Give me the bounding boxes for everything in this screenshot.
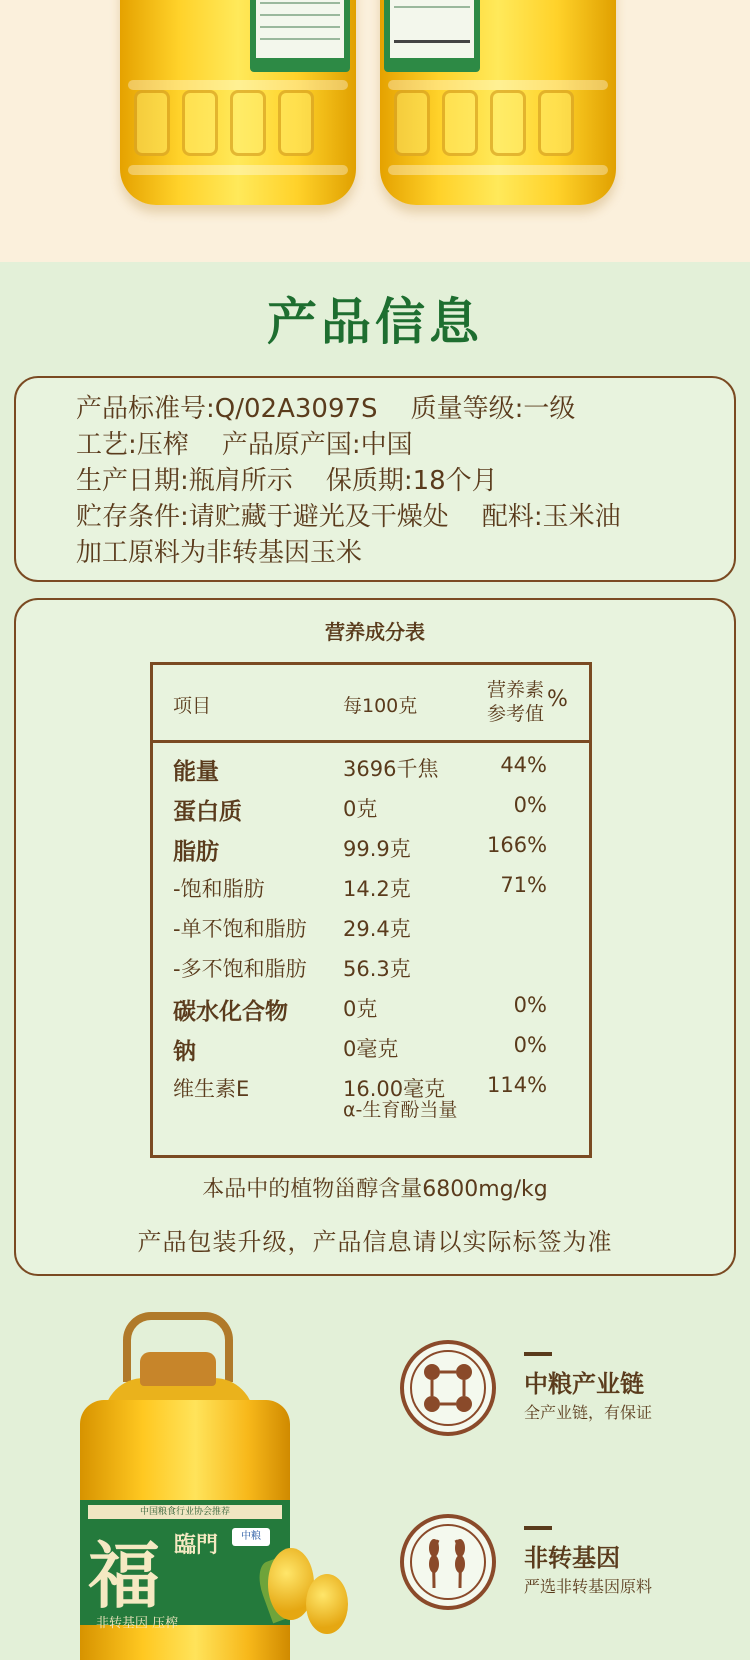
nutrient-name: 维生素E <box>173 1077 250 1101</box>
bottle-barcode-label <box>384 0 480 72</box>
nutrient-amount: 3696千焦 <box>343 757 439 781</box>
non-gmo-badge <box>400 1514 496 1610</box>
feature-dash <box>524 1352 552 1356</box>
nutrient-nrv: 44% <box>500 753 547 777</box>
info-line-storage: 贮存条件:请贮藏于避光及干燥处 配料:玉米油 <box>76 502 621 532</box>
product-info-box <box>14 376 736 582</box>
label-footer-text: 非转基因 压榨 <box>96 1616 179 1631</box>
product-info-title: 产品信息 <box>267 293 483 351</box>
nutrient-nrv: 71% <box>500 873 547 897</box>
packaging-disclaimer: 产品包装升级，产品信息请以实际标签为准 <box>137 1228 613 1256</box>
brand-name: 臨門 <box>174 1532 219 1558</box>
nutrition-table <box>150 662 592 1158</box>
corn-cob-icon <box>306 1574 348 1634</box>
nutrient-nrv: 166% <box>487 833 548 857</box>
nutrient-name: 脂肪 <box>173 839 219 865</box>
sterol-note: 本品中的植物甾醇含量6800mg/kg <box>202 1177 548 1202</box>
feature-title-chain: 中粮产业链 <box>524 1370 644 1398</box>
nutrient-nrv: 0% <box>513 793 547 817</box>
nutrient-name: 碳水化合物 <box>173 999 288 1025</box>
col-header-item: 项目 <box>173 695 212 717</box>
nutrient-amount: 99.9克 <box>343 837 411 861</box>
info-line-material: 加工原料为非转基因玉米 <box>76 538 363 568</box>
industry-chain-badge <box>400 1340 496 1436</box>
feature-subtitle-chain: 全产业链，有保证 <box>524 1403 653 1422</box>
wheat-icon <box>404 1518 492 1606</box>
nutrient-name: -多不饱和脂肪 <box>173 957 307 981</box>
label-strip-text: 中国粮食行业协会推荐 <box>88 1505 282 1519</box>
oil-bottle-right <box>380 0 616 205</box>
nutrient-name: -单不饱和脂肪 <box>173 917 307 941</box>
vitamin-e-note: α-生育酚当量 <box>343 1099 458 1121</box>
table-header-divider <box>150 740 592 743</box>
nutrient-amount: 0克 <box>343 797 378 821</box>
nutrient-name: -饱和脂肪 <box>173 877 265 901</box>
info-line-process: 工艺:压榨 产品原产国:中国 <box>76 430 413 460</box>
nutrient-name: 钠 <box>173 1039 196 1065</box>
nutrient-nrv: 114% <box>487 1073 548 1097</box>
col-header-nrv-pct: % <box>547 687 568 712</box>
info-line-standard: 产品标准号:Q/02A3097S 质量等级:一级 <box>76 394 576 424</box>
bottle-back-label <box>250 0 350 72</box>
nutrient-amount: 14.2克 <box>343 877 411 901</box>
nutrient-amount: 0克 <box>343 997 378 1021</box>
feature-dash <box>524 1526 552 1530</box>
col-header-nrv-line2: 参考值 <box>487 703 545 725</box>
info-line-date: 生产日期:瓶肩所示 保质期:18个月 <box>76 466 498 496</box>
nutrient-amount: 0毫克 <box>343 1037 399 1061</box>
oil-bottle-left <box>120 0 356 205</box>
nutrient-nrv: 0% <box>513 993 547 1017</box>
product-photo-strip <box>0 0 750 262</box>
feature-subtitle-non-gmo: 严选非转基因原料 <box>524 1577 653 1596</box>
nutrient-amount: 16.00毫克 <box>343 1077 446 1101</box>
feature-title-non-gmo: 非转基因 <box>524 1544 620 1572</box>
nutrient-amount: 29.4克 <box>343 917 411 941</box>
col-header-nrv-line1: 营养素 <box>487 679 545 701</box>
col-header-per100: 每100克 <box>343 695 418 717</box>
four-dots-icon <box>404 1344 492 1432</box>
bottle-cap <box>140 1352 216 1386</box>
nutrition-title: 营养成分表 <box>325 620 425 644</box>
nutrient-name: 能量 <box>173 759 219 785</box>
nutrient-nrv: 0% <box>513 1033 547 1057</box>
cofco-logo: 中粮 <box>232 1528 270 1546</box>
nutrient-name: 蛋白质 <box>173 799 242 825</box>
brand-fu-character: 福 <box>88 1533 161 1618</box>
nutrient-amount: 56.3克 <box>343 957 411 981</box>
